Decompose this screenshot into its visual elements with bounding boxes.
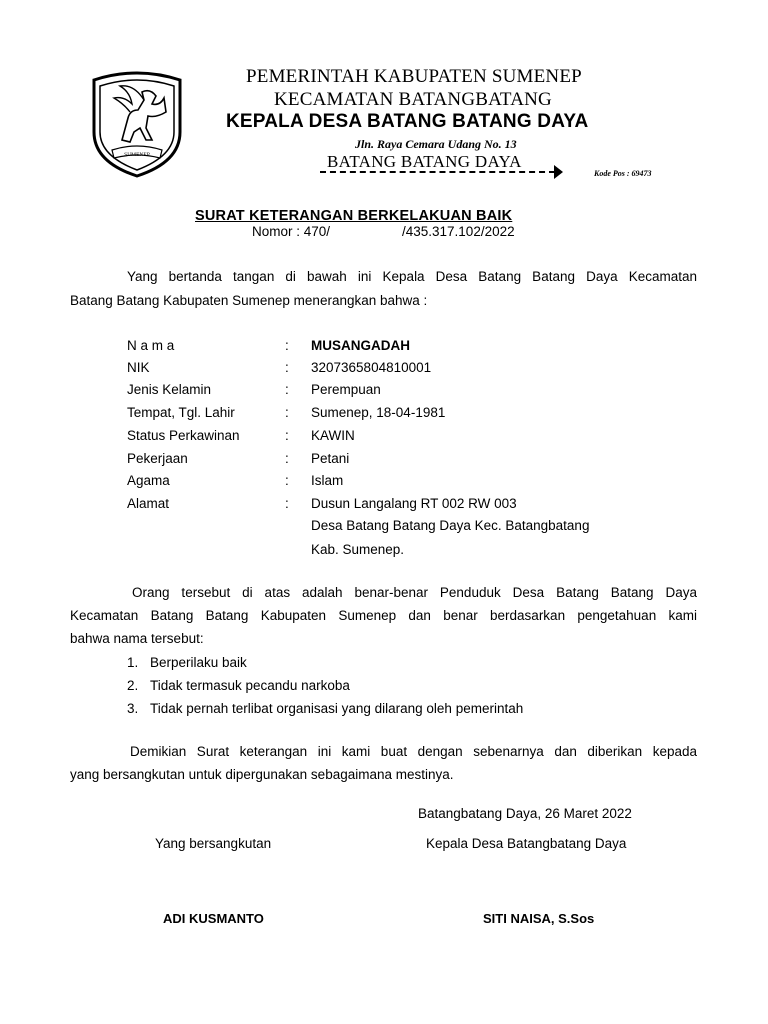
district-name: KECAMATAN BATANGBATANG (274, 89, 552, 110)
header-divider (320, 171, 555, 173)
closing-line-2: yang bersangkutan untuk dipergunakan sebagaimana mestinya. (70, 767, 454, 782)
right-signatory-role: Kepala Desa Batangbatang Daya (426, 836, 627, 851)
body-line-2: Kecamatan Batang Batang Kabupaten Sumenep dan benar berdasarkan pengetahuan kami (70, 608, 697, 623)
left-signatory-role: Yang bersangkutan (155, 836, 272, 851)
field-colon: : (285, 428, 289, 443)
field-label-religion: Agama (127, 473, 170, 488)
field-label-marital: Status Perkawinan (127, 428, 240, 443)
field-label-birth: Tempat, Tgl. Lahir (127, 405, 235, 420)
field-label-occupation: Pekerjaan (127, 451, 188, 466)
field-colon: : (285, 451, 289, 466)
letter-number-code: /435.317.102/2022 (402, 224, 515, 239)
field-value-marital: KAWIN (311, 428, 355, 443)
list-number: 3. (127, 701, 139, 716)
intro-line-1: Yang bertanda tangan di bawah ini Kepala Desa Batang Batang Daya Kecamatan (127, 269, 697, 284)
field-value-birth: Sumenep, 18-04-1981 (311, 405, 446, 420)
field-value-occupation: Petani (311, 451, 350, 466)
postal-code: Kode Pos : 69473 (594, 169, 652, 178)
divider-arrow-icon (554, 165, 563, 179)
body-line-3: bahwa nama tersebut: (70, 631, 204, 646)
letter-number-label: Nomor : 470/ (252, 224, 331, 239)
field-label-name: N a m a (127, 338, 175, 353)
body-line-1: Orang tersebut di atas adalah benar-benar Penduduk Desa Batang Batang Daya (132, 585, 697, 600)
field-colon: : (285, 473, 289, 488)
regency-emblem (86, 70, 188, 180)
field-value-nik: 3207365804810001 (311, 360, 432, 375)
field-value-address-line-3: Kab. Sumenep. (311, 542, 405, 557)
field-colon: : (285, 382, 289, 397)
field-colon: : (285, 405, 289, 420)
field-value-address: Dusun Langalang RT 002 RW 003 (311, 496, 517, 511)
list-number: 2. (127, 678, 139, 693)
place-date: Batangbatang Daya, 26 Maret 2022 (418, 806, 632, 821)
list-number: 1. (127, 655, 139, 670)
office-address: Jln. Raya Cemara Udang No. 13 (355, 137, 517, 151)
field-value-address-line-2: Desa Batang Batang Daya Kec. Batangbatang (311, 518, 590, 533)
list-item: Tidak termasuk pecandu narkoba (150, 678, 350, 693)
field-colon: : (285, 360, 289, 375)
field-value-religion: Islam (311, 473, 344, 488)
field-value-name: MUSANGADAH (311, 338, 410, 353)
government-name: PEMERINTAH KABUPATEN SUMENEP (246, 66, 582, 87)
intro-line-2: Batang Batang Kabupaten Sumenep menerangkan bahwa : (70, 293, 428, 308)
list-item: Tidak pernah terlibat organisasi yang dilarang oleh pemerintah (150, 701, 524, 716)
field-label-nik: NIK (127, 360, 150, 375)
list-item: Berperilaku baik (150, 655, 247, 670)
field-colon: : (285, 338, 289, 353)
right-signatory-name: SITI NAISA, S.Sos (483, 911, 595, 926)
letter-title: SURAT KETERANGAN BERKELAKUAN BAIK (195, 208, 513, 224)
left-signatory-name: ADI KUSMANTO (163, 911, 264, 926)
field-label-address: Alamat (127, 496, 170, 511)
village-name: BATANG BATANG DAYA (327, 152, 522, 171)
closing-line-1: Demikian Surat keterangan ini kami buat dengan sebenarnya dan diberikan kepada (130, 744, 697, 759)
field-label-gender: Jenis Kelamin (127, 382, 212, 397)
village-head-title: KEPALA DESA BATANG BATANG DAYA (226, 111, 589, 132)
field-colon: : (285, 496, 289, 511)
logo-ribbon-text: SUMENEP (124, 152, 150, 158)
field-value-gender: Perempuan (311, 382, 381, 397)
